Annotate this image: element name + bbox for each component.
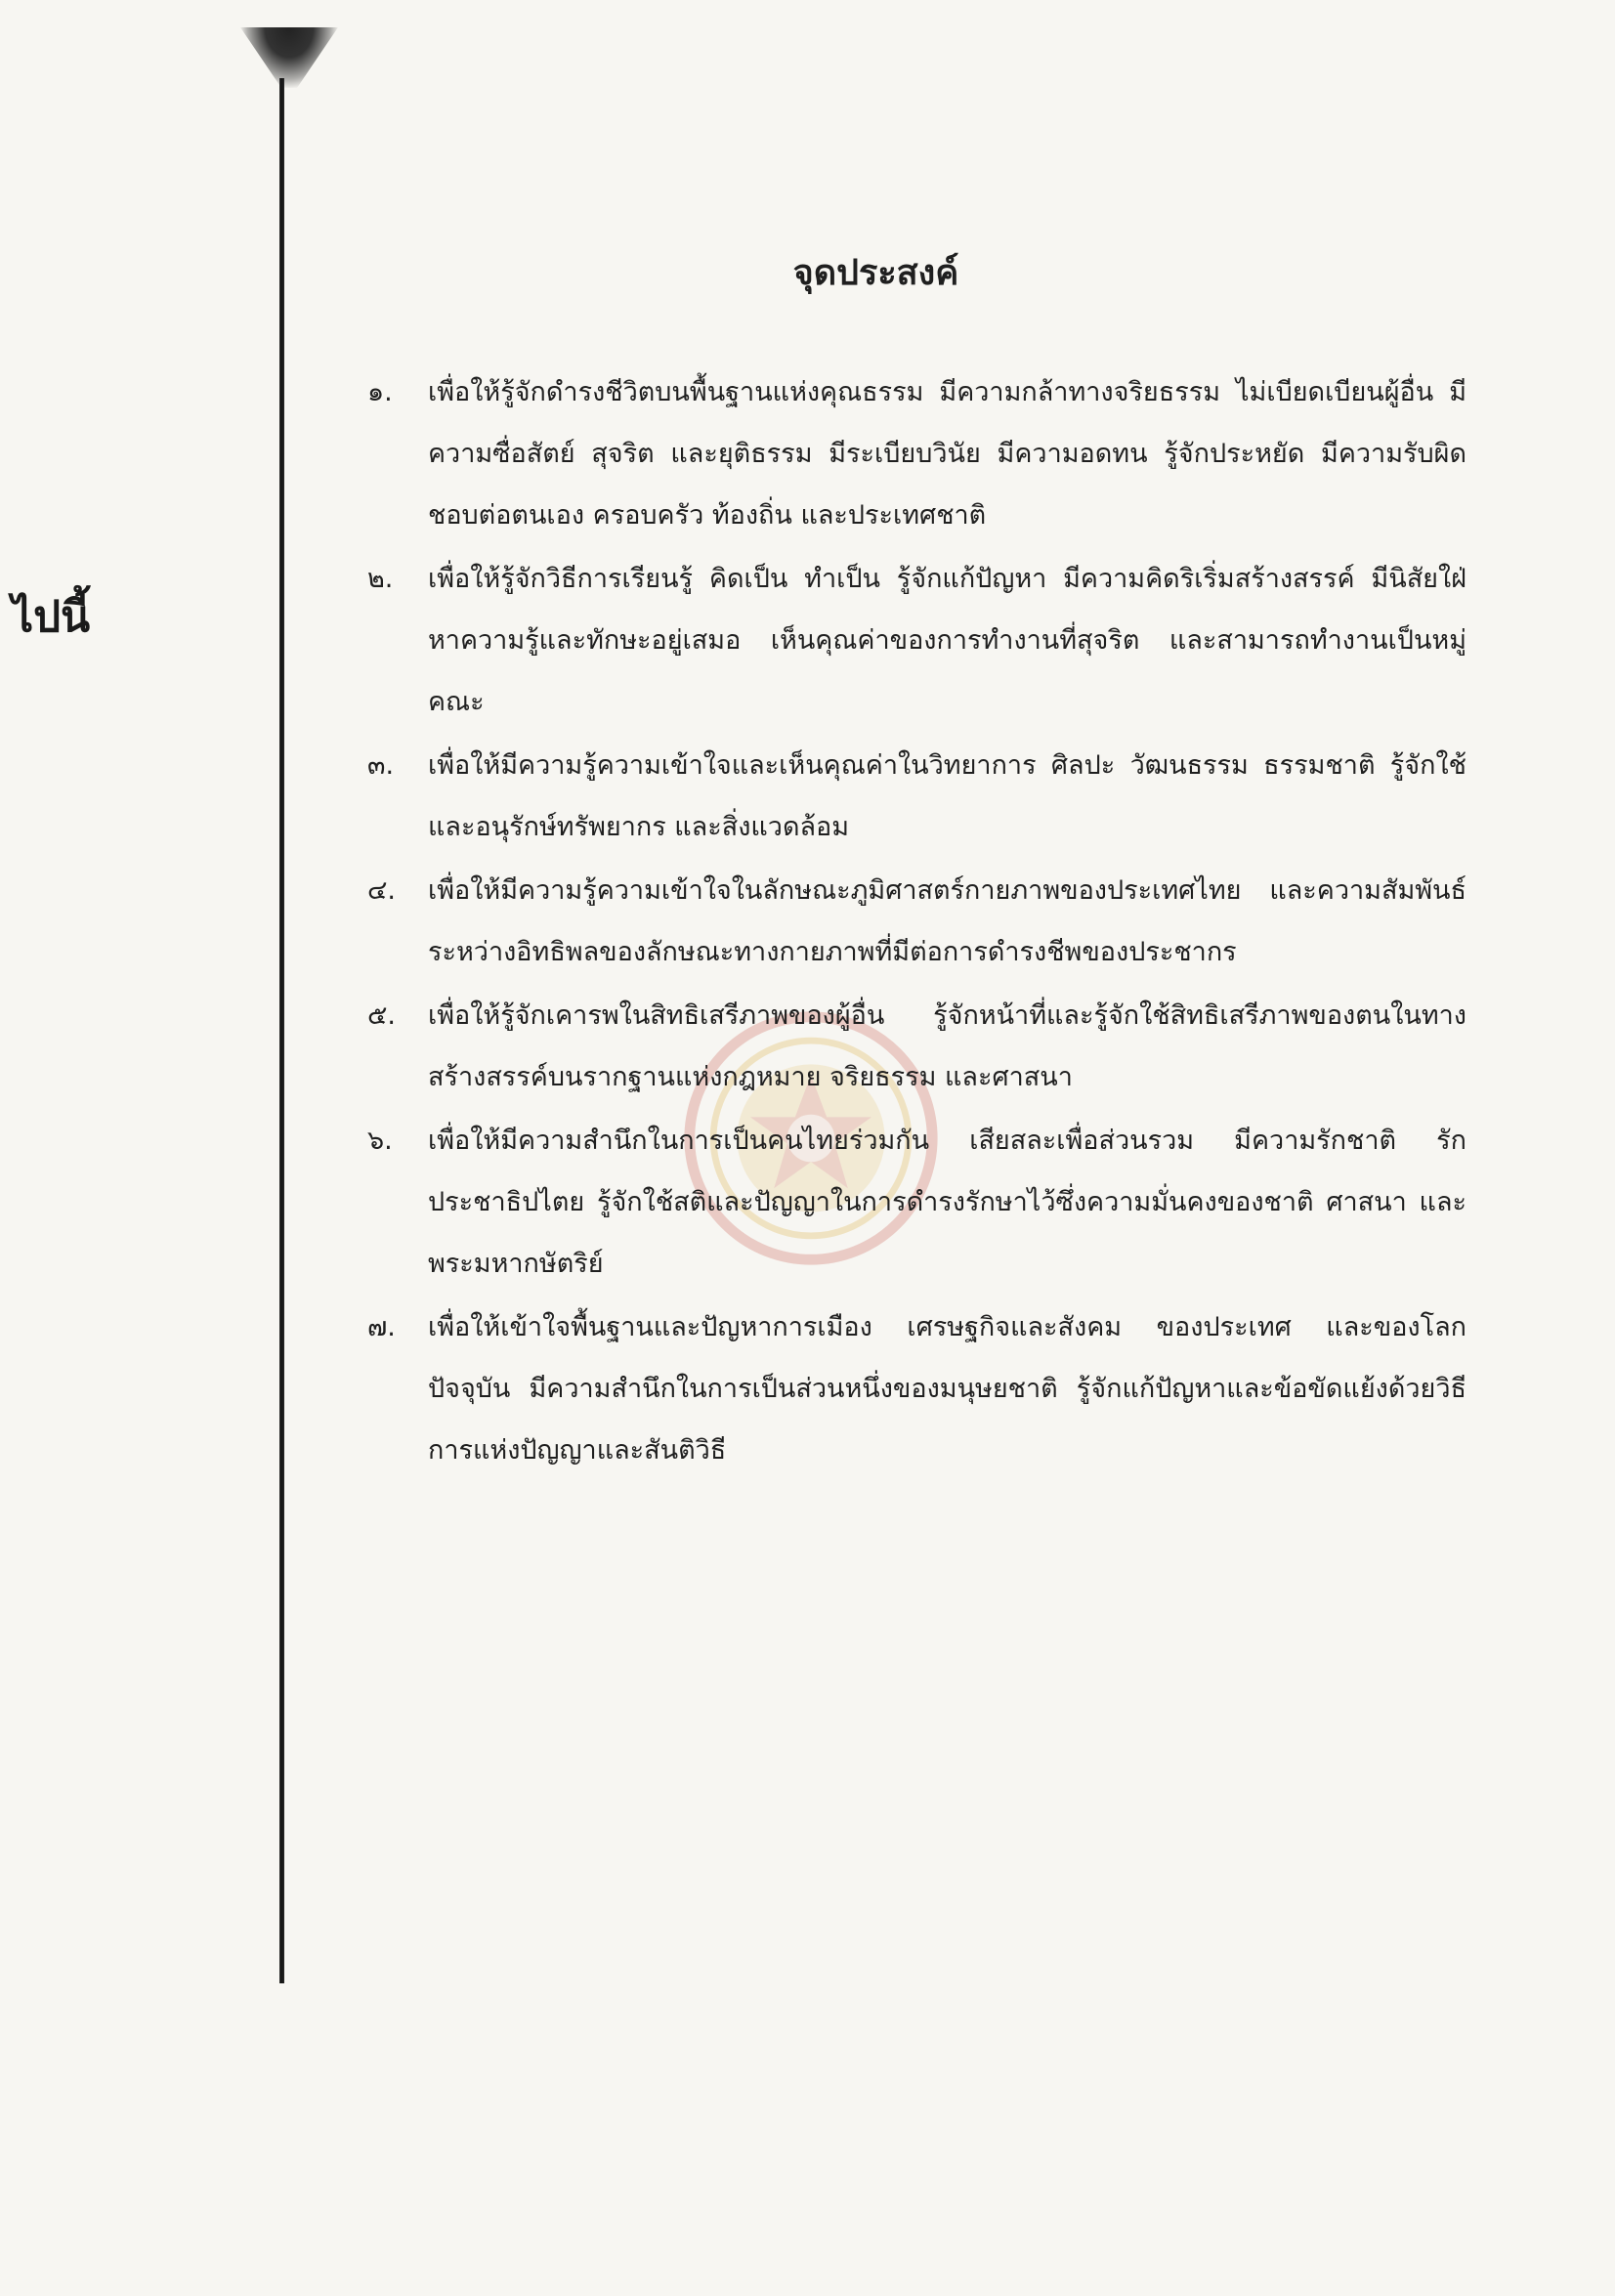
objective-number: ๖.	[367, 1126, 393, 1156]
objective-item	[367, 361, 1466, 546]
objective-number: ๓.	[367, 750, 395, 781]
objective-number: ๕.	[367, 1000, 397, 1031]
objective-item	[367, 1110, 1466, 1295]
objective-number: ๒.	[367, 564, 394, 594]
objective-number: ๑.	[367, 377, 393, 407]
objective-item	[367, 1297, 1466, 1481]
page-title: จุดประสงค์	[792, 253, 959, 293]
objective-text: เพื่อให้มีความสำนึกในการเป็นคนไทยร่วมกัน เสียสละเพื่อส่วนรวม มีความรักชาติ รักประชาธิปไตย รู้จักใช้สติและปัญญาในการดำรงรักษาไว้ซึ่งความมั่นคงของชาติ ศาสนา และพระมหากษัตริย์	[428, 1126, 1466, 1279]
binding-line	[279, 78, 284, 1983]
objective-text: เพื่อให้รู้จักเคารพในสิทธิเสรีภาพของผู้อื่น รู้จักหน้าที่และรู้จักใช้สิทธิเสรีภาพของตนในทางสร้างสรรค์บนรากฐานแห่งกฎหมาย จริยธรรม และศาสนา	[428, 1000, 1466, 1092]
objective-item	[367, 860, 1466, 983]
objective-text: เพื่อให้มีความรู้ความเข้าใจในลักษณะภูมิศาสตร์กายภาพของประเทศไทย และความสัมพันธ์ระหว่างอิทธิพลของลักษณะทางกายภาพที่มีต่อการดำรงชีพของประชากร	[428, 875, 1466, 967]
objective-text: เพื่อให้รู้จักวิธีการเรียนรู้ คิดเป็น ทำเป็น รู้จักแก้ปัญหา มีความคิดริเริ่มสร้างสรรค์ มีนิสัยใฝ่หาความรู้และทักษะอยู่เสมอ เห็นคุณค่าของการทำงานที่สุจริต และสามารถทำงานเป็นหมู่คณะ	[428, 564, 1466, 717]
objectives-list	[367, 361, 1466, 1483]
margin-text-fragment: ไปนี้	[12, 592, 91, 642]
objective-item	[367, 985, 1466, 1108]
objective-number: ๔.	[367, 875, 397, 906]
objective-item	[367, 735, 1466, 858]
binding-shadow	[240, 27, 338, 88]
objective-text: เพื่อให้รู้จักดำรงชีวิตบนพื้นฐานแห่งคุณธรรม มีความกล้าทางจริยธรรม ไม่เบียดเบียนผู้อื่น มีความซื่อสัตย์ สุจริต และยุติธรรม มีระเบียบวินัย มีความอดทน รู้จักประหยัด มีความรับผิดชอบต่อตนเอง ครอบครัว ท้องถิ่น และประเทศชาติ	[428, 377, 1466, 531]
objective-number: ๗.	[367, 1312, 396, 1342]
objective-text: เพื่อให้เข้าใจพื้นฐานและปัญหาการเมือง เศรษฐกิจและสังคม ของประเทศ และของโลกปัจจุบัน มีความสำนึกในการเป็นส่วนหนึ่งของมนุษยชาติ รู้จักแก้ปัญหาและข้อขัดแย้งด้วยวิธีการแห่งปัญญาและสันติวิธี	[428, 1312, 1466, 1466]
objective-item	[367, 548, 1466, 733]
objective-text: เพื่อให้มีความรู้ความเข้าใจและเห็นคุณค่าในวิทยาการ ศิลปะ วัฒนธรรม ธรรมชาติ รู้จักใช้และอนุรักษ์ทรัพยากร และสิ่งแวดล้อม	[428, 750, 1466, 842]
